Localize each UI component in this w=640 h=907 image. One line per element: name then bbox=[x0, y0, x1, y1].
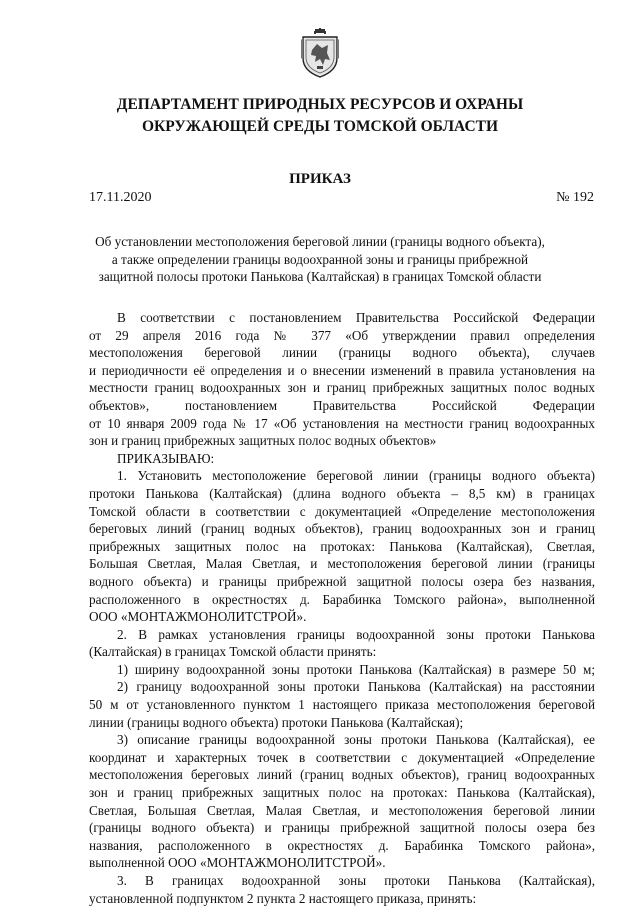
department-name-line: ДЕПАРТАМЕНТ ПРИРОДНЫХ РЕСУРСОВ И ОХРАНЫ bbox=[116, 96, 524, 113]
body-text-line: береговых линий (границ водных объектов), границ водоохранных зон и границ bbox=[89, 521, 595, 537]
body-text-line: 50 м от установленного пунктом 1 настоящего приказа местоположения береговой bbox=[89, 697, 595, 713]
body-text-line: зон и границ прибрежных защитных полос водных объектов» bbox=[89, 433, 437, 449]
body-text-line: от 10 января 2009 года № 17 «Об установления на местности границ водоохранных bbox=[89, 415, 595, 431]
body-text-line: водного объекта) и границы прибрежной защитной полосы озера без названия, bbox=[89, 573, 595, 589]
body-text-line: линии (границы водного объекта) протоки Панькова (Калтайская); bbox=[89, 714, 464, 730]
body-text-line: местоположения береговой линии (границы водного объекта), случаев bbox=[89, 345, 595, 361]
body-text-line: протоки Панькова (Калтайская) (длина водного объекта – 8,5 км) в границах bbox=[89, 485, 595, 501]
subject-line: а также определении границы водоохранной зоны и границы прибрежной bbox=[111, 251, 529, 267]
body-text-line: выполненной ООО «МОНТАЖМОНОЛИТСТРОЙ». bbox=[89, 855, 386, 871]
order-body bbox=[89, 309, 595, 907]
document-type: ПРИКАЗ bbox=[289, 171, 351, 187]
body-text-line: ПРИКАЗЫВАЮ: bbox=[117, 450, 215, 466]
body-text-line: 2. В рамках установления границы водоохранной зоны протоки Панькова bbox=[117, 626, 595, 642]
body-text-line: зон и границ прибрежных защитных полос на протоках: Панькова (Калтайская), bbox=[89, 785, 595, 801]
body-text-line: Томской области в соответствии с документацией «Определение местоположения bbox=[89, 503, 595, 519]
body-text-line: местоположения береговых линий (границ водных объектов), границ водоохранных bbox=[89, 767, 595, 783]
body-text-line: расположенного в окрестностях д. Барабинка Томского района», выполненной bbox=[89, 591, 595, 607]
subject-line: защитной полосы протоки Панькова (Калтайская) в границах Томской области bbox=[98, 269, 542, 284]
body-text-line: прибрежных защитных полос на протоках: Панькова (Калтайская), Светлая, bbox=[89, 538, 595, 554]
body-text-line: Светлая, Большая Светлая, Малая Светлая, и местоположения береговой линии bbox=[89, 802, 595, 818]
department-name bbox=[0, 94, 640, 138]
body-text-line: (Калтайская) в границах Томской области принять: bbox=[89, 644, 377, 660]
subject-line: Об установлении местоположения береговой линии (границы водного объекта), bbox=[95, 234, 545, 249]
body-text-line: ООО «МОНТАЖМОНОЛИТСТРОЙ». bbox=[89, 609, 307, 625]
body-text-line: В соответствии с постановлением Правительства Российской Федерации bbox=[117, 310, 595, 325]
body-text-line: установленной подпунктом 2 пункта 2 настоящего приказа, принять: bbox=[89, 890, 477, 906]
body-text-line: местности границ водоохранных зон и границ прибрежных защитных полос водных bbox=[89, 380, 595, 396]
body-text-line: 1. Установить местоположение береговой линии (границы водного объекта) bbox=[117, 468, 595, 484]
body-text-line: 2) границу водоохранной зоны протоки Панькова (Калтайская) на расстоянии bbox=[117, 679, 595, 695]
order-date: 17.11.2020 bbox=[89, 190, 152, 205]
body-text-line: 1) ширину водоохранной зоны протоки Панькова (Калтайская) в размере 50 м; bbox=[117, 661, 595, 677]
department-name-line: ОКРУЖАЮЩЕЙ СРЕДЫ ТОМСКОЙ ОБЛАСТИ bbox=[141, 118, 499, 135]
order-number: № 192 bbox=[556, 190, 594, 205]
body-text-line: от 29 апреля 2016 года № 377 «Об утверждении правил определения bbox=[89, 327, 595, 343]
body-text-line: Большая Светлая, Малая Светлая, и местоположения береговой линии (границы bbox=[89, 556, 595, 572]
body-text-line: 3. В границах водоохранной зоны протоки Панькова (Калтайская), bbox=[117, 873, 595, 888]
tomsk-coat-of-arms-icon bbox=[300, 28, 340, 78]
body-text-line: названия, расположенного в окрестностях д. Барабинка Томского района», bbox=[89, 837, 595, 853]
body-text-line: и периодичности её определения и о внесении изменений в правила установления на bbox=[89, 362, 595, 378]
order-subject bbox=[60, 233, 580, 286]
body-text-line: координат и характерных точек в соответствии с документацией «Определение bbox=[89, 749, 595, 765]
body-text-line: (границы водного объекта) и границы прибрежной защитной полосы озера без bbox=[89, 820, 595, 836]
body-text-line: объектов», постановлением Правительства Российской Федерации bbox=[89, 397, 595, 413]
body-text-line: 3) описание границы водоохранной зоны протоки Панькова (Калтайская), ее bbox=[117, 732, 595, 748]
